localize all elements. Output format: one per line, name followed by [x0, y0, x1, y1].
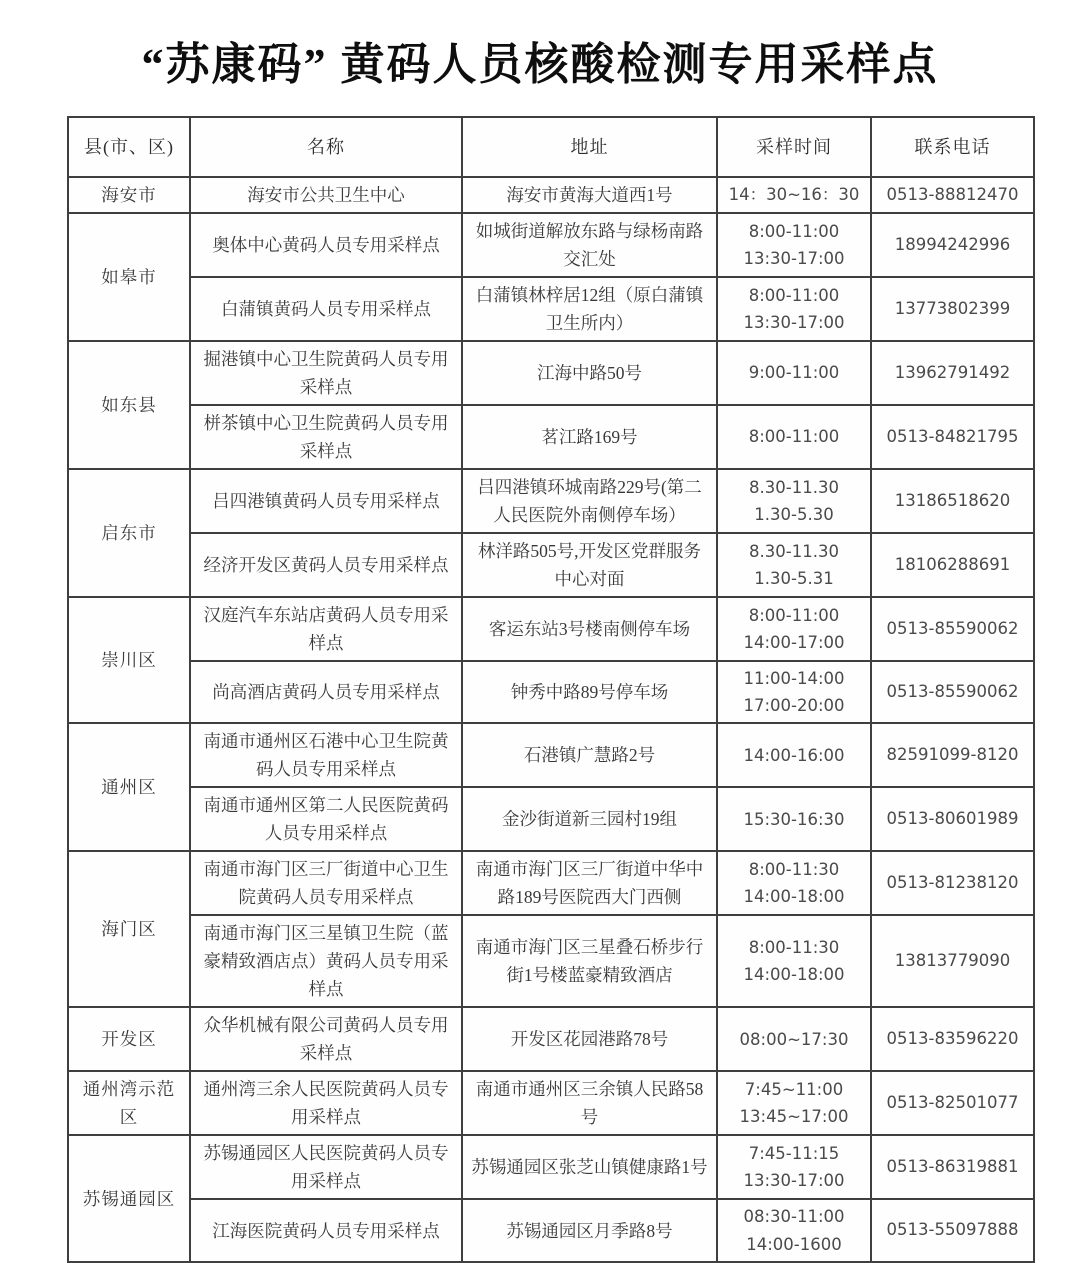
phone-cell: [871, 1007, 1034, 1071]
phone-cell: [871, 851, 1034, 915]
time-cell: [717, 533, 871, 597]
phone-cell: [871, 277, 1034, 341]
time-range: 14:00-18:00: [743, 887, 845, 907]
time-range: 8:00-11:00: [748, 427, 840, 447]
phone-cell: [871, 533, 1034, 597]
region-cell: 崇川区: [68, 597, 190, 723]
region-cell: 如皋市: [68, 213, 190, 341]
site-name-cell: 南通市海门区三星镇卫生院（蓝豪精致酒店点）黄码人员专用采样点: [190, 915, 462, 1007]
phone-number: 0513-88812470: [886, 184, 1019, 204]
site-name-cell: 苏锡通园区人民医院黄码人员专用采样点: [190, 1135, 462, 1199]
header-row: [68, 117, 1034, 177]
table-row: [68, 787, 1034, 851]
site-name-cell: 经济开发区黄码人员专用采样点: [190, 533, 462, 597]
table-body: [68, 177, 1034, 1262]
table-row: [68, 533, 1034, 597]
phone-cell: [871, 1135, 1034, 1199]
phone-number: 0513-55097888: [886, 1220, 1019, 1240]
address-cell: 苏锡通园区月季路8号: [462, 1199, 717, 1261]
time-cell: [717, 469, 871, 533]
time-range: 9:00-11:00: [748, 363, 840, 383]
address-cell: 海安市黄海大道西1号: [462, 177, 717, 213]
phone-cell: [871, 597, 1034, 661]
region-cell: 苏锡通园区: [68, 1135, 190, 1261]
time-cell: [717, 1007, 871, 1071]
region-cell: 通州区: [68, 723, 190, 851]
address-cell: 南通市海门区三星叠石桥步行街1号楼蓝豪精致酒店: [462, 915, 717, 1007]
table-row: [68, 915, 1034, 1007]
table-row: [68, 469, 1034, 533]
table-row: [68, 1135, 1034, 1199]
phone-number: 0513-82501077: [886, 1093, 1019, 1113]
phone-cell: [871, 177, 1034, 213]
region-cell: 如东县: [68, 341, 190, 469]
time-range: 8:00-11:30: [748, 860, 840, 880]
phone-number: 82591099-8120: [886, 745, 1019, 765]
address-cell: 苏锡通园区张芝山镇健康路1号: [462, 1135, 717, 1199]
table-header: [68, 117, 1034, 177]
time-range: 1.30-5.31: [754, 569, 834, 588]
table-row: [68, 1007, 1034, 1071]
time-range: 1.30-5.30: [754, 505, 834, 524]
address-cell: 石港镇广慧路2号: [462, 723, 717, 787]
time-cell: [717, 661, 871, 723]
header-name: 名称: [190, 117, 462, 177]
table-row: [68, 1199, 1034, 1261]
phone-number: 13813779090: [894, 951, 1011, 971]
time-range: 8:00-11:30: [748, 938, 840, 958]
site-name-cell: 众华机械有限公司黄码人员专用采样点: [190, 1007, 462, 1071]
phone-number: 13773802399: [894, 298, 1011, 318]
address-cell: 开发区花园港路78号: [462, 1007, 717, 1071]
header-region: 县(市、区): [68, 117, 190, 177]
phone-number: 0513-85590062: [886, 682, 1019, 702]
time-range: 13:45~17:00: [739, 1107, 849, 1127]
region-cell: 通州湾示范区: [68, 1071, 190, 1135]
region-cell: 开发区: [68, 1007, 190, 1071]
phone-cell: [871, 787, 1034, 851]
table-row: [68, 851, 1034, 915]
phone-number: 0513-84821795: [886, 426, 1019, 446]
site-name-cell: 栟茶镇中心卫生院黄码人员专用采样点: [190, 405, 462, 469]
time-range: 14:00-1600: [746, 1234, 842, 1254]
site-name-cell: 江海医院黄码人员专用采样点: [190, 1199, 462, 1261]
phone-cell: [871, 1071, 1034, 1135]
phone-number: 13186518620: [894, 490, 1011, 510]
address-cell: 如城街道解放东路与绿杨南路交汇处: [462, 213, 717, 277]
region-cell: 海门区: [68, 851, 190, 1007]
time-range: 14：30~16：30: [728, 185, 860, 205]
time-range: 7:45~11:00: [744, 1080, 844, 1100]
address-cell: 林洋路505号,开发区党群服务中心对面: [462, 533, 717, 597]
region-cell: 启东市: [68, 469, 190, 597]
table-row: [68, 597, 1034, 661]
address-cell: 南通市通州区三余镇人民路58号: [462, 1071, 717, 1135]
time-range: 13:30-17:00: [743, 249, 845, 268]
table-row: [68, 723, 1034, 787]
site-name-cell: 汉庭汽车东站店黄码人员专用采样点: [190, 597, 462, 661]
time-range: 14:00-16:00: [743, 745, 845, 765]
address-cell: 客运东站3号楼南侧停车场: [462, 597, 717, 661]
phone-cell: [871, 469, 1034, 533]
phone-cell: [871, 405, 1034, 469]
page-title: “苏康码” 黄码人员核酸检测专用采样点: [141, 40, 939, 89]
table-row: [68, 177, 1034, 213]
site-name-cell: 南通市海门区三厂街道中心卫生院黄码人员专用采样点: [190, 851, 462, 915]
time-range: 8:00-11:00: [748, 285, 840, 305]
time-range: 7:45-11:15: [748, 1144, 840, 1164]
phone-number: 0513-83596220: [886, 1029, 1019, 1049]
site-name-cell: 海安市公共卫生中心: [190, 177, 462, 213]
time-range: 11:00-14:00: [743, 669, 845, 688]
time-cell: [717, 405, 871, 469]
time-range: 14:00-18:00: [743, 965, 845, 985]
time-cell: [717, 1071, 871, 1135]
time-range: 15:30-16:30: [743, 809, 845, 829]
sampling-points-table: [67, 116, 1035, 1263]
site-name-cell: 南通市通州区第二人民医院黄码人员专用采样点: [190, 787, 462, 851]
header-address: 地址: [462, 117, 717, 177]
time-range: 8:00-11:00: [748, 221, 840, 241]
phone-cell: [871, 213, 1034, 277]
phone-number: 18994242996: [894, 234, 1011, 254]
site-name-cell: 奥体中心黄码人员专用采样点: [190, 213, 462, 277]
address-cell: 南通市海门区三厂街道中华中路189号医院西大门西侧: [462, 851, 717, 915]
phone-cell: [871, 1199, 1034, 1261]
time-cell: [717, 723, 871, 787]
table-row: [68, 1071, 1034, 1135]
site-name-cell: 掘港镇中心卫生院黄码人员专用采样点: [190, 341, 462, 405]
header-phone: 联系电话: [871, 117, 1034, 177]
time-range: 13:30-17:00: [743, 313, 845, 332]
time-range: 8.30-11.30: [749, 541, 839, 561]
time-range: 08:30-11:00: [743, 1207, 845, 1227]
site-name-cell: 南通市通州区石港中心卫生院黄码人员专用采样点: [190, 723, 462, 787]
address-cell: 白蒲镇林梓居12组（原白蒲镇卫生所内）: [462, 277, 717, 341]
site-name-cell: 通州湾三余人民医院黄码人员专用采样点: [190, 1071, 462, 1135]
address-cell: 金沙街道新三园村19组: [462, 787, 717, 851]
time-range: 17:00-20:00: [743, 696, 845, 716]
time-range: 08:00~17:30: [739, 1029, 849, 1049]
time-range: 8.30-11.30: [749, 477, 839, 497]
address-cell: 江海中路50号: [462, 341, 717, 405]
time-cell: [717, 787, 871, 851]
time-cell: [717, 1199, 871, 1261]
phone-cell: [871, 661, 1034, 723]
site-name-cell: 白蒲镇黄码人员专用采样点: [190, 277, 462, 341]
phone-number: 0513-85590062: [886, 618, 1019, 638]
header-time: 采样时间: [717, 117, 871, 177]
time-range: 8:00-11:00: [748, 605, 840, 625]
time-range: 13:30-17:00: [743, 1171, 845, 1191]
table-row: [68, 213, 1034, 277]
table-row: [68, 405, 1034, 469]
time-cell: [717, 213, 871, 277]
site-name-cell: 吕四港镇黄码人员专用采样点: [190, 469, 462, 533]
phone-number: 0513-86319881: [886, 1157, 1019, 1177]
phone-number: 0513-80601989: [886, 809, 1019, 829]
address-cell: 钟秀中路89号停车场: [462, 661, 717, 723]
time-cell: [717, 851, 871, 915]
table-row: [68, 661, 1034, 723]
time-cell: [717, 915, 871, 1007]
address-cell: 茗江路169号: [462, 405, 717, 469]
address-cell: 吕四港镇环城南路229号(第二人民医院外南侧停车场）: [462, 469, 717, 533]
phone-cell: [871, 915, 1034, 1007]
time-cell: [717, 177, 871, 213]
table-row: [68, 277, 1034, 341]
phone-number: 13962791492: [894, 362, 1011, 382]
phone-number: 0513-81238120: [886, 873, 1019, 893]
time-range: 14:00-17:00: [743, 633, 845, 652]
region-cell: 海安市: [68, 177, 190, 213]
time-cell: [717, 597, 871, 661]
phone-cell: [871, 723, 1034, 787]
site-name-cell: 尚高酒店黄码人员专用采样点: [190, 661, 462, 723]
phone-number: 18106288691: [894, 554, 1011, 574]
time-cell: [717, 1135, 871, 1199]
time-cell: [717, 341, 871, 405]
time-cell: [717, 277, 871, 341]
table-row: [68, 341, 1034, 405]
phone-cell: [871, 341, 1034, 405]
